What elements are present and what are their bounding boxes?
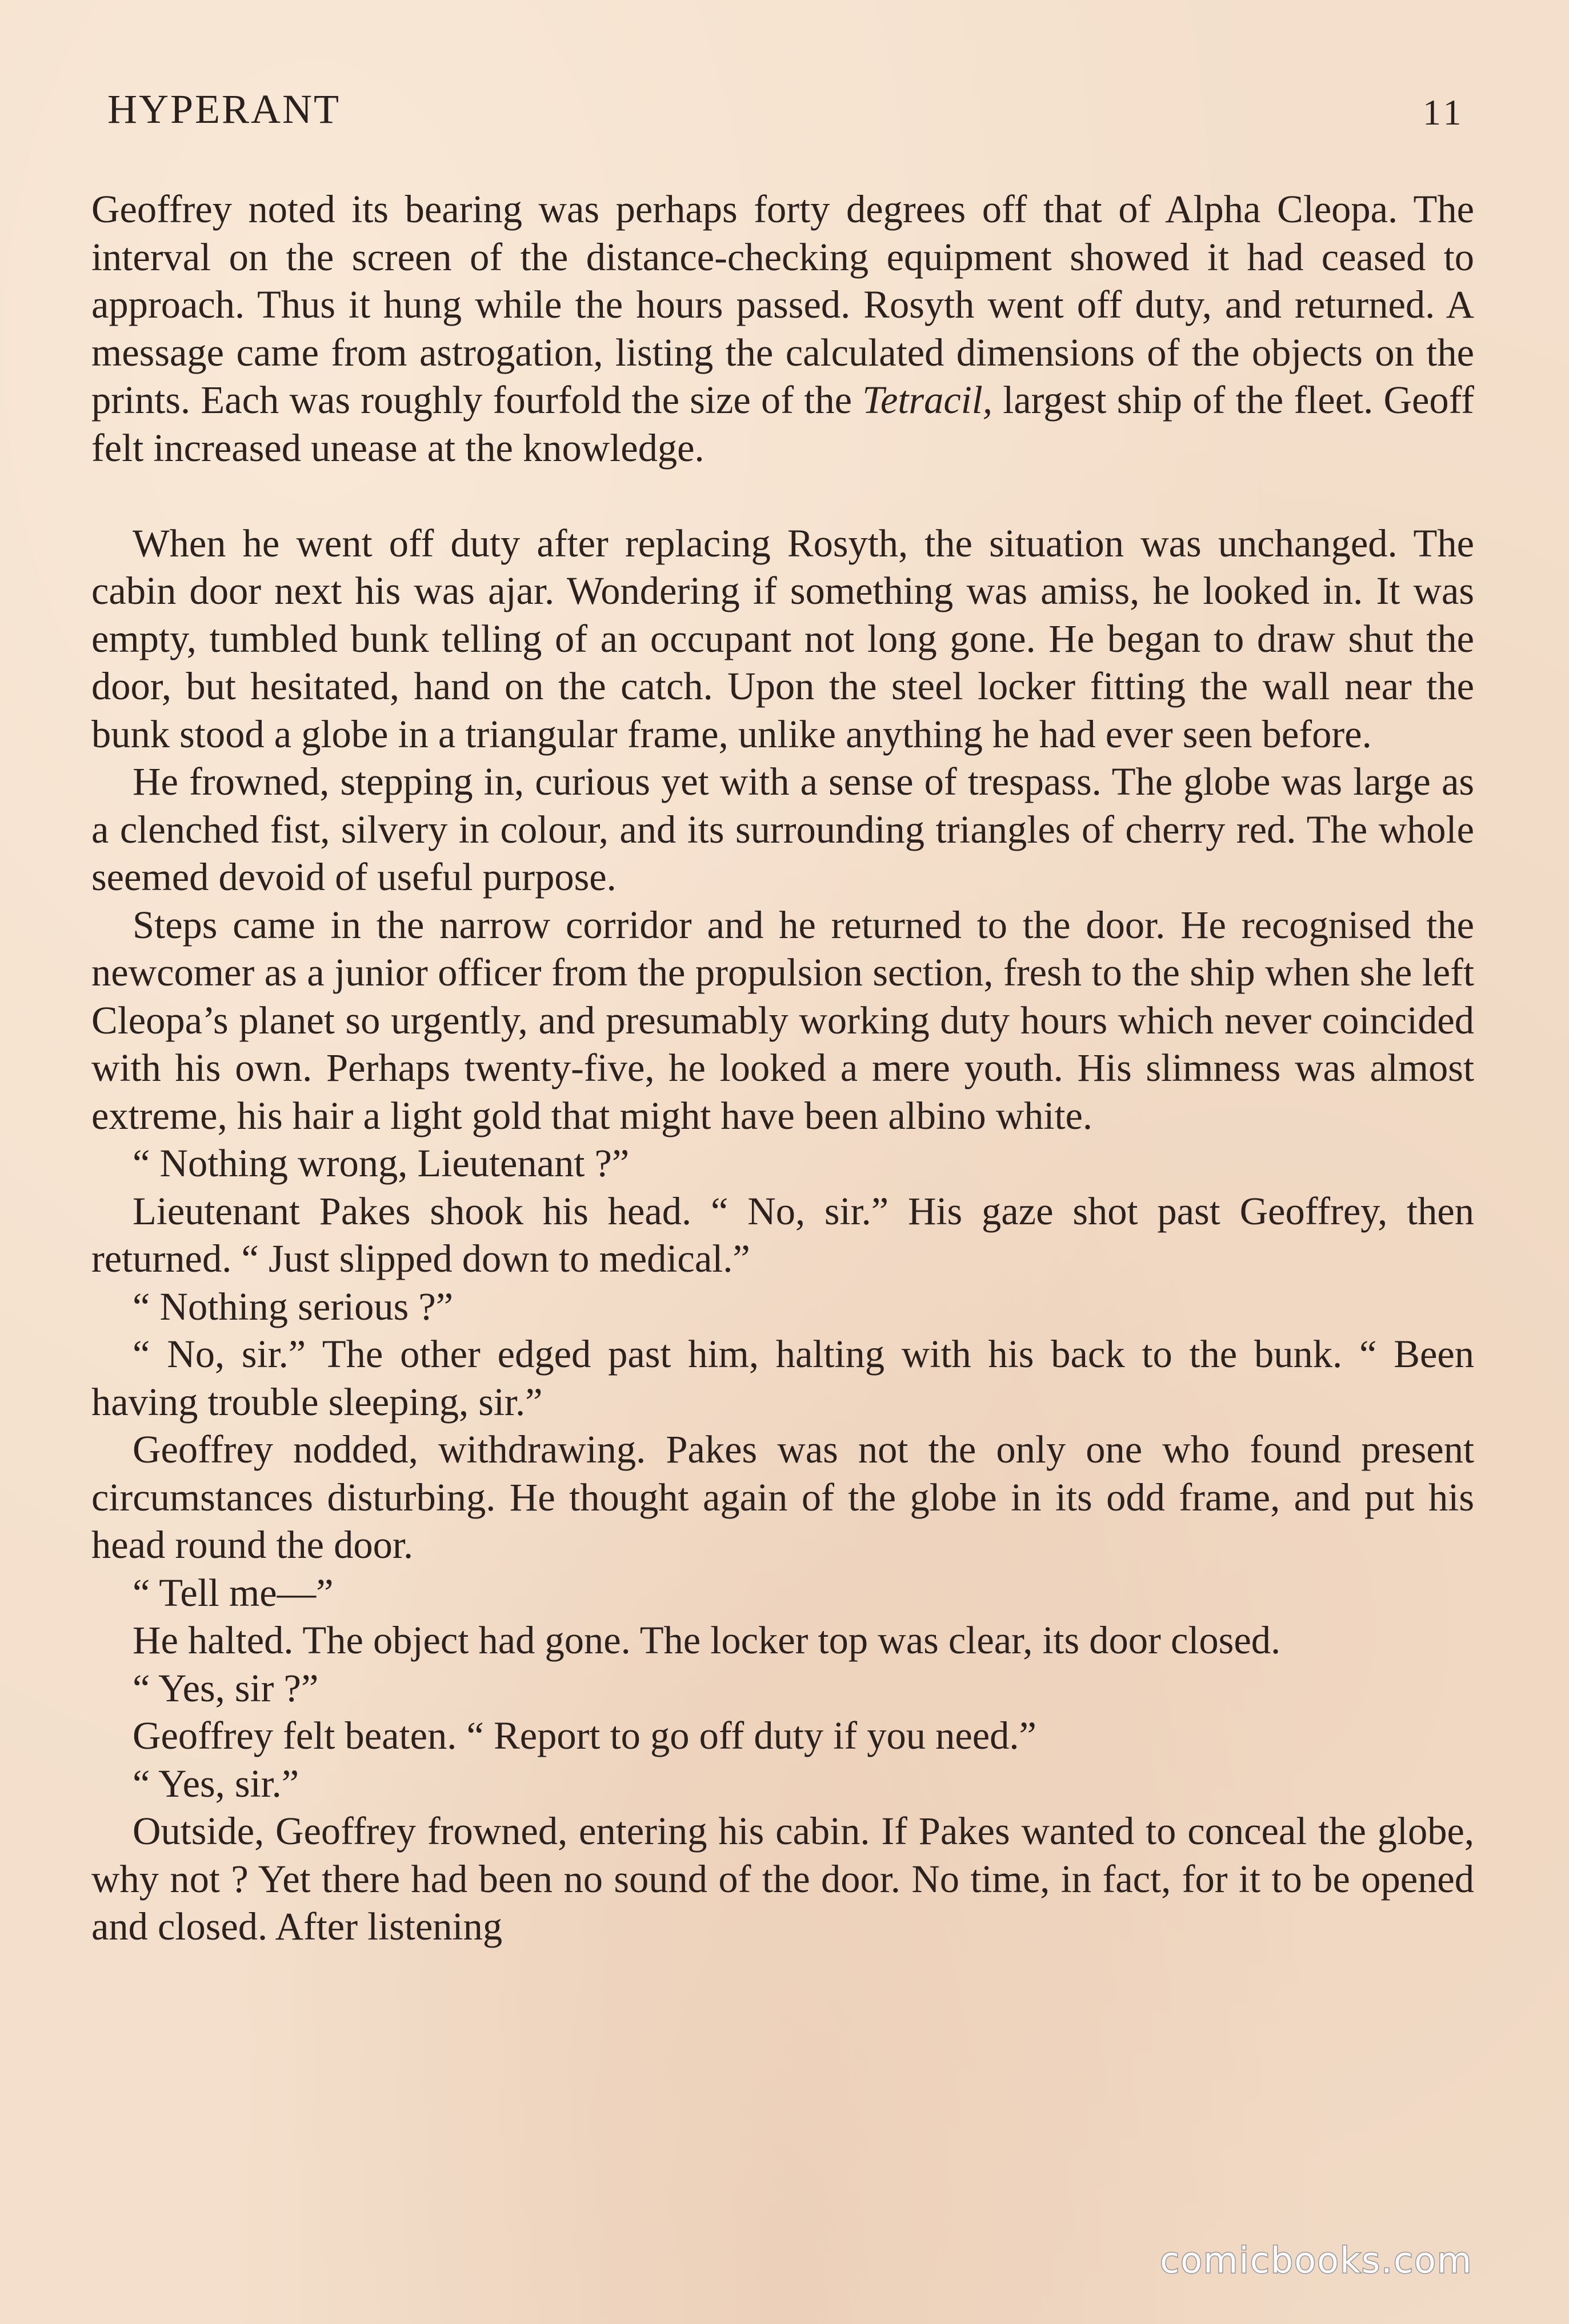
watermark: comicbooks.com	[1160, 2239, 1473, 2281]
dialogue-line: “ Nothing serious ?”	[133, 1284, 454, 1328]
dialogue-line: “ Yes, sir.”	[133, 1761, 299, 1805]
paragraph: Steps came in the narrow corridor and he returned to the door. He recognised the newcomer as a junior officer from the propulsion section, fresh to the ship when she left Cleopa’s planet so urgently, and presumably working duty hours which never coincided with his own. Perhaps twenty-five, he looked a mere youth. His slimness was almost extreme, his hair a light gold that might have been albino white.	[91, 903, 1474, 1137]
paragraph: He halted. The object had gone. The locker top was clear, its door closed.	[133, 1618, 1281, 1662]
page-number: 11	[1423, 92, 1465, 133]
paragraph: When he went off duty after replacing Rosyth, the situation was unchanged. The cabin door next his was ajar. Wondering if something was amiss, he looked in. It was empty, tumbled bunk telling of an occupant not long gone. He began to draw shut the door, but hesitated, hand on the catch. Upon the steel locker fitting the wall near the bunk stood a globe in a triangular frame, unlike anything he had ever seen before.	[91, 521, 1474, 756]
dialogue-line: “ Yes, sir ?”	[133, 1666, 319, 1710]
paragraph: Outside, Geoffrey frowned, entering his cabin. If Pakes wanted to conceal the globe, why not ? Yet there had been no sound of the door. No time, in fact, for it to be opened and closed. After listening	[91, 1809, 1474, 1948]
paragraph-text: largest ship of the fleet. Geoff felt increased unease at the knowledge.	[91, 378, 1474, 470]
paragraph-text: Geoffrey noted its bearing was perhaps forty degrees off that of Alpha Cleopa. The interval on the screen of the distance-checking equipment showed it had ceased to approach. Thus it hung while the hours passed. Rosyth went off duty, and returned. A message came from astrogation, listing the calculated dimensions of the objects on the prints. Each was roughly fourfold the size of the	[91, 187, 1474, 422]
ship-name: Tetracil,	[862, 378, 992, 422]
dialogue-line: “ Tell me—”	[133, 1570, 334, 1614]
paragraph: Lieutenant Pakes shook his head. “ No, sir.” His gaze shot past Geoffrey, then returned. “ Just slipped down to medical.”	[91, 1189, 1474, 1280]
paragraph: Geoffrey felt beaten. “ Report to go off duty if you need.”	[133, 1714, 1036, 1757]
paragraph: Geoffrey nodded, withdrawing. Pakes was not the only one who found present circumstances disturbing. He thought again of the globe in its odd frame, and put his head round the door.	[91, 1428, 1474, 1566]
body-text	[91, 186, 1474, 1951]
paragraph	[91, 186, 1474, 472]
paragraph: He frowned, stepping in, curious yet with a sense of trespass. The globe was large as a clenched fist, silvery in colour, and its surrounding triangles of cherry red. The whole seemed devoid of useful purpose.	[91, 760, 1474, 899]
paragraph: “ No, sir.” The other edged past him, halting with his back to the bunk. “ Been having trouble sleeping, sir.”	[91, 1332, 1474, 1424]
running-head-title: HYPERANT	[107, 86, 341, 132]
dialogue-line: “ Nothing wrong, Lieutenant ?”	[133, 1141, 630, 1185]
